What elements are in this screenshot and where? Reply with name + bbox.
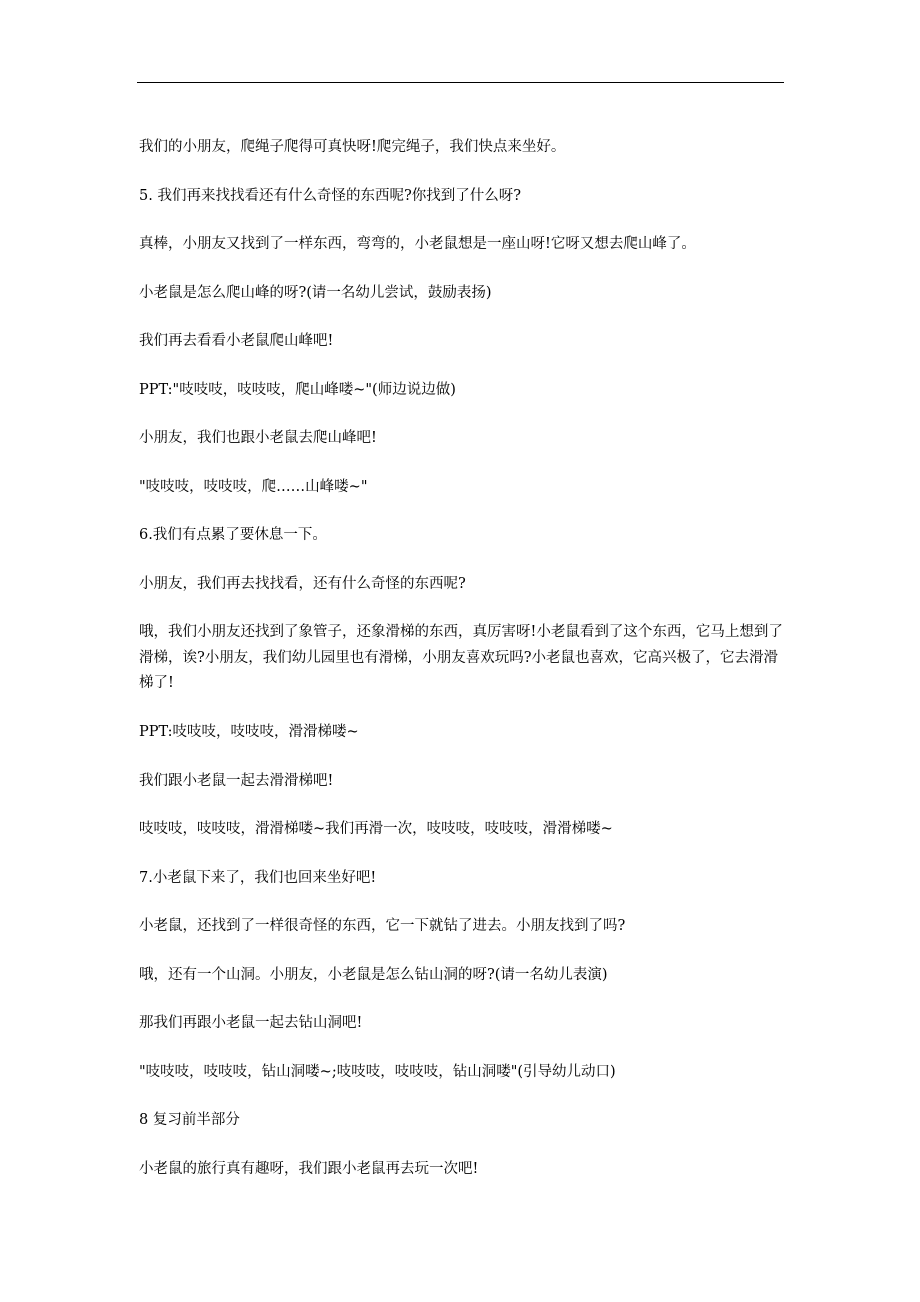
paragraph: 那我们再跟小老鼠一起去钻山洞吧! xyxy=(139,1015,363,1031)
paragraph: 我们的小朋友，爬绳子爬得可真快呀!爬完绳子，我们快点来坐好。 xyxy=(139,139,566,155)
paragraph: 小朋友，我们再去找找看，还有什么奇怪的东西呢? xyxy=(139,575,466,592)
paragraph: 吱吱吱，吱吱吱，滑滑梯喽~我们再滑一次，吱吱吱，吱吱吱，滑滑梯喽~ xyxy=(139,821,613,837)
paragraph: 小朋友，我们也跟小老鼠去爬山峰吧! xyxy=(139,430,377,446)
paragraph: PPT:吱吱吱，吱吱吱，滑滑梯喽~ xyxy=(139,724,359,740)
paragraph: "吱吱吱，吱吱吱，爬……山峰喽~" xyxy=(139,478,368,495)
paragraph: "吱吱吱，吱吱吱，钻山洞喽~;吱吱吱，吱吱吱，钻山洞喽"(引导幼儿动口) xyxy=(139,1063,616,1080)
paragraph: 哦，还有一个山洞。小朋友，小老鼠是怎么钻山洞的呀?(请一名幼儿表演) xyxy=(139,966,608,983)
document-body xyxy=(139,135,789,1205)
paragraph: PPT:"吱吱吱，吱吱吱，爬山峰喽~"(师边说边做) xyxy=(139,381,456,398)
paragraph: 7.小老鼠下来了，我们也回来坐好吧! xyxy=(139,869,377,886)
header-rule xyxy=(137,82,784,83)
paragraph: 真棒，小朋友又找到了一样东西，弯弯的，小老鼠想是一座山呀!它呀又想去爬山峰了。 xyxy=(139,236,696,252)
paragraph: 小老鼠是怎么爬山峰的呀?(请一名幼儿尝试，鼓励表扬) xyxy=(139,284,492,301)
paragraph: 小老鼠，还找到了一样很奇怪的东西，它一下就钻了进去。小朋友找到了吗? xyxy=(139,918,626,934)
paragraph: 5. 我们再来找找看还有什么奇怪的东西呢?你找到了什么呀? xyxy=(139,187,521,204)
paragraph: 8 复习前半部分 xyxy=(139,1112,240,1128)
paragraph: 我们再去看看小老鼠爬山峰吧! xyxy=(139,333,334,349)
paragraph: 哦，我们小朋友还找到了象管子，还象滑梯的东西，真厉害呀!小老鼠看到了这个东西，它马上想到了滑梯，诶?小朋友，我们幼儿园里也有滑梯，小朋友喜欢玩吗?小老鼠也喜欢，它高兴极了，它去滑滑梯了! xyxy=(139,624,783,691)
paragraph: 小老鼠的旅行真有趣呀，我们跟小老鼠再去玩一次吧! xyxy=(139,1160,479,1177)
paragraph: 6.我们有点累了要休息一下。 xyxy=(139,527,327,543)
paragraph: 我们跟小老鼠一起去滑滑梯吧! xyxy=(139,772,334,789)
